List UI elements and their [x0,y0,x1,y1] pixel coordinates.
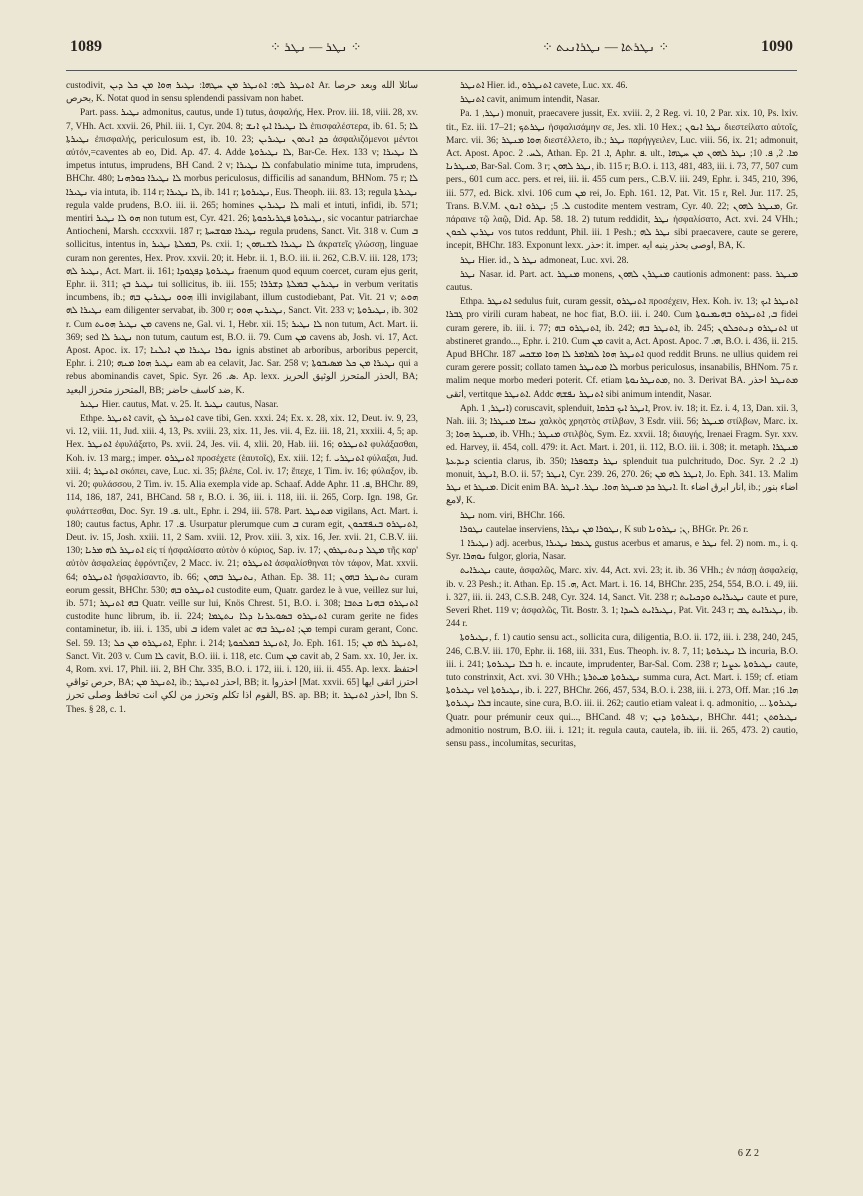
entry-paragraph: ܢܛܪ Nasar. id. Part. act. ܡܢܛܪ monens, ܡܢܛܪܢ ܠܗܘܢ cautionis admonent: pass. ܡܢܛܪ cautus. [446,269,798,294]
entry-paragraph: Part. pass. ܢܛܝܪ admonitus, cautus, unde 1) tutus, ἀσφαλής, Hex. Prov. iii. 18, viii. 28, xv. 7, VHh. Act. xxvii. 26, Phil. iii. 1, Cyr. 204. 8; ܠܐ ܢܛܝܪܐ ܐܝܟ ܐܢܫ ἐπισφαλέστερα, ib. 61. 5; ܠܐ ܢܛܝܪܬܐ ἐπισφαλής, periculosum est, ib. 10. 23; ܟܕ ܐܢܬܘܢ ܢܛܝܪܝܢ ἀσφαλιζόμενοι μέντοι αὐτόν,=caventes ab eo, Did. Ap. 47. 4. Adde ܠܐ ܢܛܝܪܘܬܐ, Bar-Ce. Hex. 133 v; ܠܐ ܢܛܝܪܐ impetus intutus, imprudens, BH Cand. 2 v; ܠܐ ܢܛܝܪܐ confabulatio minime tuta, imprudens, BHChr. 480; ܠܐ ܢܛܝܪܐ ܟܘܪܗܢܐ morbus periculosus, difficilis ad sanandum, BHNom. 75 r; ܠܐ ܢܛܝܪܐ via intuta, ib. 114 r; ܠܐ ܢܛܝܪܐ, ib. 141 r; ܢܛܝܪܘܬܐ, Eus. Theoph. iii. 83. 13; regula ܢܛܝܪܬܐ regula valde prudens, B.O. iii. ii. 265; homines ܠܐ ܢܛܝܪܝܢ mali et intuti, infidi, ib. 571; mentiri ܗܘ ܠܐ ܢܛܝܪ non tutum est, Cyr. 421. 26; ܢܛܝܪܘܬܐ ܦܛܪܝܪܟܘܬܐ, sic vocantur patriarchae Antiocheni, Marsh. cccxxvii. 187 r; ܢܛܝܪܐ ܡܘܫܚܬܐ regula prudens, Sanct. Vit. 318 v. Cum ܒ sollicitus, intentus in, ܒܡܠܬܐ ܢܛܝܪ, Ps. cxii. 1; ܠܐ ܢܛܝܪܐ ܠܫܢܗܘܢ ἀκρατεῖς γλώσσῃ, linguae curam non gerentes, Hex. Prov. xxvii. 20; it. Hebr. ii. 1, B.O. iii. ii. 262, C.B.V. iii. 128, 173; ܢܛܝܪ ܠܗ, Act. Mart. ii. 161; ܢܛܝܪܘܬܐ ܕܦܓܘܕܐ fraenum quod equum coercet, curam ejus gerit, Ephr. ii. 311; ܢܛܝܪ ܒܟ tui sollicitus, ib. iii. 155; ܢܛܝܪܝܢ ܒܡܠܬܐ ܕܫܪܪܐ in verbum veritatis incumbens, ib.; ܗܘܘ ܢܛܝܪܝܢ ܒܗ illi invigilabant, illum custodiebant, Pat. Vit. 21 v; ܗܘܬ ܢܛܝܪܐ ܠܗ eam diligenter servabat, ib. 300 r; ܢܛܝܪܝܢ ܗܘܘ, Sanct. Vit. 233 v; ܢܛܝܪܘܬܐ, ib. 302 r. Cum ܡܢ ܢܛܝܪ ܗܘܝܬ cavens ne, Gal. vi. 1, Hebr. xii. 15; ܠܐ ܢܛܝܪ non tutum, Act. Mart. ii. 369; sed ܢܛܝܪ ܠܐ non tutum, cautum est, B.O. ii. 79. Cum ܡܢ cavens ab, Josh. vi. 17, Act. Apost. Apoc. ix. 17; ܢܘܪܐ ܢܛܝܪܐ ܡܢ ܐܝܠܢܐ ignis abstinet ab arboribus, arboribus pepercit, Ephr. i. 210; ܢܛܝܪ ܗܘܐ ܡܢܗ eam ab ea celavit, Jac. Sar. 258 v; ܢܛܝܪܐ ܡܢ ܟܠ ܡܣܝܒܘܬܐ qui a rebus abominandis cavet, Spic. Syr. ܣ. 26. Ap. lexx. الحذر المتحرز الوثيق الحريز, BA; المتحرز متحرز البعيد, BB; ضد كاسف حاضر, K. [66,108,418,396]
entry-paragraph: ܢܛܝܪܐ 1) adj. acerbus, ܛܥܡܐ ܢܛܝܪܐ gustus acerbus et amarus, e ܢܛܪ fel. 2) nom. m., i. q. Syr. ܢܘܗܪܐ fulgor, gloria, Nasar. [446,538,798,563]
page-header [70,38,793,62]
entry-paragraph: Ethpe. ܐܬܢܛܪ cavit, ܐܬܢܛܪ ܠܟ cave tibi, Gen. xxxi. 24; Ex. x. 28, xix. 12, Deut. iv. 9, 23, vi. 12, viii. 11, Jud. xiii. 4, 13, Ps. xviii. 23, xix. 11, Jes. vii. 4, Ez. iii. 18, 21, xxxiii. 4, 5; ap. Hex. ܐܬܢܛܪ ἐφυλάξατο, Ps. xvii. 24, Jes. vii. 4, xlii. 20, Hab. iii. 16; ܐܬܢܛܪܘ φυλάξασθαι, Koh. iv. 13 marg.; imper. ܐܬܢܛܪܘ προσέχετε (ἑαυτοῖς), Ex. xiii. 12; f. ܐܬܢܛܪܝ φύλαξαι, Jud. xiii. 4; ܐܬܢܛܪ σκόπει, cave, Luc. xi. 35; βλέπε, Col. iv. 17; ἔπεχε, 1 Tim. iv. 16; φύλαξον, ib. vi. 20; φυλάσσου, 2 Tim. iv. 15. Alia exempla vide ap. Schaaf. Adde Aphr. ܦ. 11, BHChr. 89, 114, 186, 187, 241, BHCand. 58 r, B.O. i. 36, iii. i. 118, iii. ii. 265, Corp. Ign. 198, Gr. φυλάττεσθαι, Doc. Syr. ܦ. 19. ult., Ephr. i. 294, iii. 578. Part. ܡܬܢܛܪ vigilans, Act. Mart. i. 180; cautus factus, Aphr. ܦ. 17. Usurpatur plerumque cum ܒ curam egit, ܐܬܢܛܪܘ ܒܢܦܫܟܘܢ, Deut. iv. 15, Josh. xxiii. 11, 2 Sam. xviii. 12, Prov. xiii. 3, xix. 16, Jer. xvii. 21, C.B.V. iii. 130; ܐܬܢܛܪ ܠܗ ܡܪܝܐ εἰς τί ἠσφαλίσατο αὐτὸν ὁ κύριος, Sap. iv. 17; ܡܛܠ ܕܢܬܢܛܪܘܢ τῆς καρ' αὐτὸν ἀσφαλείας ἐφρόντιζεν, 2 Macc. iv. 21; ܐܬܢܛܪܘ ἀσφαλίσθηναι τὸν τάφον, Mat. xxvii. 64; ܐܬܢܛܪܘ ἠσφαλίσαντο, ib. 66; ܢܬܢܛܪ ܒܗܘܢ, Athan. Ep. 38. 11; ܢܬܢܛܪ ܒܗܘܢ curam eorum gessit, BHChr. 530; ܐܬܢܛܪܘ ܒܗ custodite eum, Quatr. gardez le à vue, veillez sur lui, ib. 571; ܒܗ ܐܬܢܛܪ Quatr. veille sur lui, Knös Chrest. 51, B.O. i. 308; ܐܬܢܛܪܘ ܒܗܢܐ ܟܬܒܐ custodite hunc librum, ib. ii. 224; ܐܬܢܛܪܘ ܒܣܘܥܪܢܐ ܕܠܐ ܢܬܛܡܐ curam gerite ne fides contaminetur, ib. iii. i. 135, ubi ܒ idem valet ac ܡܢ; ܐܬܢܛܪ ܒܗ tempi curam gerant, Conc. Sel. 59. 13; ܐܬܢܛܪܘ ܡܢ ܟܠ, Ephr. i. 214; ܐܬܢܛܪ ܒܡܠܟܘܬܐ, Jo. Eph. 161. 15; ܐܬܢܛܪ ܠܗ ܡܢ, Sanct. Vit. 203 v. Cum ܠܐ cavit, B.O. iii. i. 118, etc. Cum ܡܢ cavit ab, 2 Sam. xx. 10, Jer. ix. 4, Rom. xvi. 17, Phil. iii. 2, BH Chr. 335, B.O. i. 172, iii. i. 120, iii. ii. 455. Ap. lexx. احتفظ حرص تواقي, BA; ܐܬܢܛܪ ܡܢ, ib.; احذر ܐܬܢܛܪ, BB; it. احذروا [Mat. xxvii. 65] احترز اتقى ايها القوم اذا تكلم وتحرز من لكي انت تحافظ وصلى تحرز, BS. ap. BB; it. احذر ܐܬܢܛܪ, Ibn S. Thes. § 28, c. 1. [66,414,418,715]
page-number-left: 1089 [70,38,102,55]
entry-paragraph: ܢܛܪ Hier. id., ܢܛܪ ܠ admoneat, Luc. xvi. 28. [460,255,629,266]
signature-mark: 6 Z 2 [737,1148,759,1159]
running-head-right: ⁘ ܢܛܪܬܐ — ܢܛܪܐܢܝܬ ⁘ [542,39,670,54]
page-number-right: 1090 [761,38,793,55]
left-column [66,80,418,1140]
entry-paragraph: ܢܛܪ nom. viri, BHChr. 166. [460,510,565,521]
entry-paragraph: ܢܛܘܪܐ cautelae inserviens, ܢܛܘܪܐ ܡܢ ܢܛܪܐ, K sub ܢ; ܢܛܪܘܢܐ, BHGr. Pr. 26 r. [460,524,749,535]
entry-paragraph: Aph. ܐܢܛܪ, 1) coruscavit, splenduit, ܐܢܛܪ ܐܝܟ ܒܪܩܐ, Prov. iv. 18; it. Ez. i. 4, 13, Dan. xii. 3, Nah. iii. 3; ܢܚܫܐ ܡܢܛܪܐ χαλκὸς χρηστὸς στίλβων, 3 Esdr. viii. 56; ܡܢܛܪ στίλβων, Marc. ix. 3; ܡܢܛܪ ܗܘܐ, ib. VHh.; ܡܢܛܪ στιλβὸς, Sym. Ez. xxvii. 18; διαυγής, Irenaei Fragm. Syr. xxv. ed. Harvey, ii. 454, coll. 479: it. Act. Mart. i. 201, ii. 112, B.O. iii. i. 308; it. metaph. ܡܢܛܪܐ ܕܝܕܥܬܐ scientia clarus, ib. 350; ܢܛܪ ܕܫܘܦܪܐ splenduit tua pulchritudo, Doc. Syr. ܐ. 2. 2) monuit, ܐܢܛܪ, B.O. ii. 57; ܐܢܛܪ, Cyr. 239. 26, 270. 26; ܐܢܛܪ ܠܗ ܡܢ, Jo. Eph. 341. 13. Malim ܢܛܪ et ܡܢܛܪ. Dicit enim BA. ܐܢܛܪ ܟܕ ܡܢܛܪ ܗܘܐ. ܢܛܪ. ܐܢܛܪ. It. انار ابرق اضاء, ib.; اضاء بنور لامع, K. [446,403,798,507]
entry-paragraph: Ethpa. ܐܬܢܛܪ sedulus fuit, curam gessit, ܐܬܢܛܪܘ προσέχειν, Hex. Koh. iv. 13; ܐܬܢܛܪ ܐܝܟ ܓܒܪܐ pro virili curam habeat, ne hoc fiat, B.O. iii. i. 240. Cum ܒ, ܐܬܢܛܪܘ ܒܗܝܡܢܘܬܐ fidei curam gerere, ib. iii. i. 77; ܐܬܢܛܪܘ ܒܗ, ib. 242; ܐܬܢܛܪ ܒܗ, ib. 245; ܐܬܢܛܪܘ ܕܢܬܟܠܘܢ ut abstineret grando..., Ephr. i. 210. Cum ܡܢ cavit a, Act. Apost. Apoc. ܗܝ. 7, B.O. i. 436, ii. 215. Apud BHChr. 187 ܐܬܢܛܪ ܗܘܐ ܠܡܐܡܪ ܠܐ ܗܘܐ ܡܫܟܚ quod reddit Bruns. ne ullius quidem rei curam gerere possit; collato tamen ܠܐ ܡܬܢܛܪ morbus periculosus, insanabilis, BHNom. 75 r. malim neque morbo mederi poterit. Cf. etiam ܡܬܢܛܪܢܘܬܐ, no. 3. Derivat BA. ܡܬܢܛܪ احذر اتقى, vertitque ܐܬܢܛܪ. Addc ܐܬܢܛܪ ܢܦܫܗ sibi animum intendit, Nasar. [446,297,798,400]
right-column [446,80,798,1140]
entry-paragraph: ܐܬܢܛܪ Hier. id., ܐܬܢܛܪܘ cavete, Luc. xx. 46. [460,81,628,91]
entry-paragraph: ܐܬܢܛܪ cavit, animum intendit, Nasar. [460,95,600,106]
entry-paragraph: custodivit, ܐܬܢܛܪ ܠܗ: ܐܬܢܛܪ ܡܢ ܚܛܗܐ: ܢܛܝܪ ܗܘܐ ܡܢ ܟܠ ܕܝܢ Ar. سائلا الله وبعد حرصا بحرص, K. Notat quod in sensu splendendi passivam non habet. [66,81,418,105]
header-rule [66,70,797,71]
entry-paragraph: ܢܛܝܪܘܬܐ, f. 1) cautio sensu act., sollicita cura, diligentia, B.O. ii. 172, iii. i. 238, 240, 245, 246, C.B.V. iii. 170, Ephr. ii. 168, iii. 331, Eus. Theoph. iv. 8. 7, 11; ܠܐ ܢܛܝܪܘܬܐ incuria, B.O. iii. i. 241; ܒܠܐ ܢܛܝܪܘܬܐ h. e. incaute, imprudenter, Bar-Sal. Com. 238 r; ܢܛܝܪܘܬܐ ܥܨܝܐ caute, tuto constrinxit, Act. xvi. 30 VHh.; ܢܛܝܪܘܬܐ ܡܝܬܪܬܐ summa cura, Act. Mart. i. 159; cf. etiam ܢܛܝܪܘܬܐ vel ܢܛܝܪܘܬܐ, ib. i. 227, BHChr. 266, 457, 534, B.O. i. 238, iii. i. 273, Off. Mar. ܗܐ. 16; ܒܠܐ ܢܛܝܪܘܬܐ incaute, sine cura, B.O. iii. ii. 262; cautio etiam valeat i. q. admonitio, ... ܢܛܝܪܘܬܐ Quatr. pour prémunir ceux qui..., BHCand. 48 v; ܢܛܝܪܘܬܐ ܕܝܢ, BHChr. 441; ܢܛܝܪܘܬܢ admonitio nostrum, B.O. iii. i. 121; it. regula cauta, cautela, ib. iii. ii. 265, 473. 2) cautio, sensu pass., incolumitas, securitas, [446,633,798,749]
running-head-left: ⁘ ܢܛܪ — ܢܛܪ ⁘ [270,39,362,54]
entry-paragraph: ܢܛܝܪܐܝܬ caute, ἀσφαλῶς, Marc. xiv. 44, Act. xvi. 23; it. ib. 36 VHh.; ἐν πάσῃ ἀσφαλείᾳ, ib. v. 23 Pesh.; it. Athan. Ep. ܗ. 15, Act. Mart. i. 16. 14, BHChr. 235, 254, 554, B.O. i. 49, iii. i. 327, iii. ii. 243, C.S.B. 248, Cyr. 324. 14, Sanct. Vit. 238 r; ܢܛܝܪܐܝܬ ܘܕܟܝܐܝܬ caute et pure, Severi Rhet. 119 v; ἀσφαλῶς, Tit. Bostr. 3. 1; ܢܛܝܪܐܝܬ ܠܚܕܐ, Pat. Vit. 243 r; ܢܛܝܪܐܝܬ ܛܒ, ib. 244 r. [446,566,798,630]
entry-paragraph: ܢܛܝܪ Hier. cautus, Mat. v. 25. It. ܢܛܝܪ cautus, Nasar. [80,399,279,410]
entry-paragraph: Pa. ܢܛܪ, 1) monuit, praecavere jussit, Ex. xviii. 2, 2 Reg. vi. 10, 2 Par. xix. 10, Ps. lxiv. tit., Ez. iii. 17–21; ܢܛܪܬܟ ἠσφαλισάμην σε, Jes. xli. 10 Hex.; ܢܛܪ ܐܢܘܢ διεστείλατο αὐτοῖς, Marc. vii. 36; ܗܘܐ ܡܢܛܪ διεστέλλετο, ib.; ܢܛܪ παρήγγειλεν, Luc. viii. 56, ix. 21; admonuit, Act. Apost. Apoc. ܠܚ. 2, Athan. Ep. ܐ. 21, Aphr. ܦ. ult., ܡܐ. 2, ܦ. 10; ܢܛܪ ܠܗܘܢ ܡܢ ܚܛܗܐ ܡܢܛܪܢܐ, Bar-Sal. Com. 3 r; ܢܛܪ ܠܗܘܢ, ib. 115 r; B.O. i. 113, 481, 483, iii. i. 73, 77, 507 cum pers., 601 cum acc. pers. et rei, iii. ii. 455 cum pers., C.B.V. iii. 249, Ephr. i. 345, 210, 396, iii. 577, ed. Bick. xlvi. 106 cum ܡܢ rei, Jo. Eph. 161. 12, Pat. Vit. 15 r, Rel. Jur. 117. 25, Trans. B.V.M. ܠ. 5; ܢܛܪܘ ܐܢܘܢ custodite mentem vestram, Cyr. 40. 22; ܡܢܛܪ ܠܗܘܢ, Gr. πάραινε τῷ λαῷ, Did. Ap. 58. 18. 2) tutum reddidit, ܢܛܪ ἠσφαλίσατο, Act. xvi. 24 VHh.; ܢܛܪܝܢ ܠܟܘܢ vos tutos reddunt, Phil. iii. 1 Pesh.; ܢܛܪ ܠܗ sibi praecavere, caute se gerere, incepit, BHChr. 183. Exponunt lexx. حذر: it. imper. اوصى بحذر ينبه ايه, BA, K. [446,109,798,252]
